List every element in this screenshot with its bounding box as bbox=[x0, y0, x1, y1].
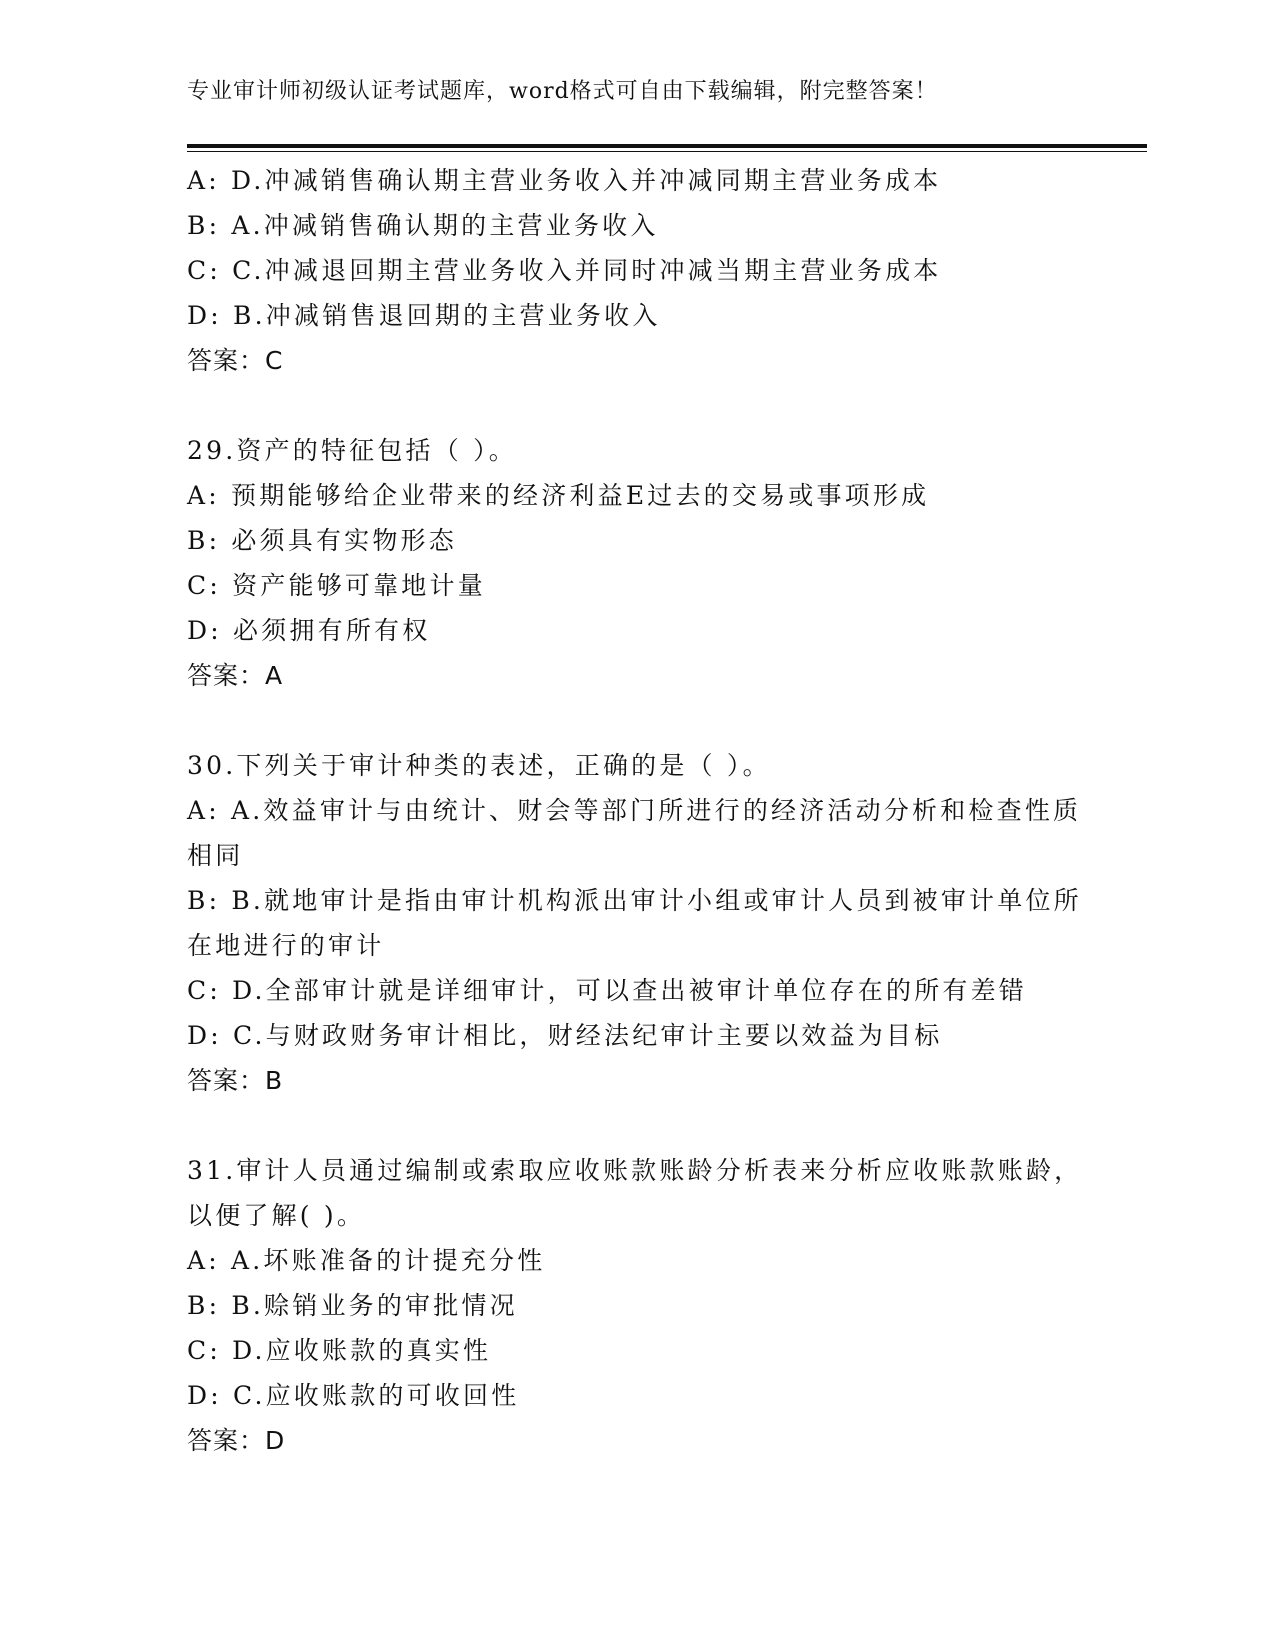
question-block-31 bbox=[187, 1148, 1087, 1463]
option-d: D: 必须拥有所有权 bbox=[187, 616, 431, 645]
option-a: A: 预期能够给企业带来的经济利益E过去的交易或事项形成 bbox=[187, 481, 930, 510]
answer: 答案：A bbox=[187, 661, 284, 690]
question-text: 30.下列关于审计种类的表述，正确的是（ ）。 bbox=[187, 751, 771, 780]
option-c: C: D.应收账款的真实性 bbox=[187, 1336, 492, 1365]
question-text: 31.审计人员通过编制或索取应收账款账龄分析表来分析应收账款账龄，以便了解( )。 bbox=[187, 1156, 1083, 1230]
question-text: 29.资产的特征包括（ ）。 bbox=[187, 436, 518, 465]
option-c: C: D.全部审计就是详细审计，可以查出被审计单位存在的所有差错 bbox=[187, 976, 1028, 1005]
answer: 答案：C bbox=[187, 346, 284, 375]
option-c: C: 资产能够可靠地计量 bbox=[187, 571, 486, 600]
option-a: A: A.效益审计与由统计、财会等部门所进行的经济活动分析和检查性质相同 bbox=[187, 796, 1082, 870]
question-block-continued bbox=[187, 158, 1087, 383]
option-b: B: 必须具有实物形态 bbox=[187, 526, 457, 555]
page-header: 专业审计师初级认证考试题库，word格式可自由下载编辑，附完整答案！ bbox=[187, 79, 938, 104]
header-rule-thin bbox=[187, 151, 1147, 152]
question-list bbox=[187, 158, 1087, 1463]
option-d: D: C.与财政财务审计相比，财经法纪审计主要以效益为目标 bbox=[187, 1021, 943, 1050]
option-b: B: B.就地审计是指由审计机构派出审计小组或审计人员到被审计单位所在地进行的审计 bbox=[187, 886, 1082, 960]
option-d: D: B.冲减销售退回期的主营业务收入 bbox=[187, 301, 661, 330]
option-a: A: A.坏账准备的计提充分性 bbox=[187, 1246, 546, 1275]
answer: 答案：D bbox=[187, 1426, 286, 1455]
option-d: D: C.应收账款的可收回性 bbox=[187, 1381, 520, 1410]
header-rule-thick bbox=[187, 144, 1147, 148]
option-a: A: D.冲减销售确认期主营业务收入并冲减同期主营业务成本 bbox=[187, 166, 942, 195]
option-b: B: A.冲减销售确认期的主营业务收入 bbox=[187, 211, 659, 240]
option-b: B: B.赊销业务的审批情况 bbox=[187, 1291, 518, 1320]
question-block-30 bbox=[187, 743, 1087, 1103]
option-c: C: C.冲减退回期主营业务收入并同时冲减当期主营业务成本 bbox=[187, 256, 942, 285]
question-block-29 bbox=[187, 428, 1087, 698]
answer: 答案：B bbox=[187, 1066, 284, 1095]
